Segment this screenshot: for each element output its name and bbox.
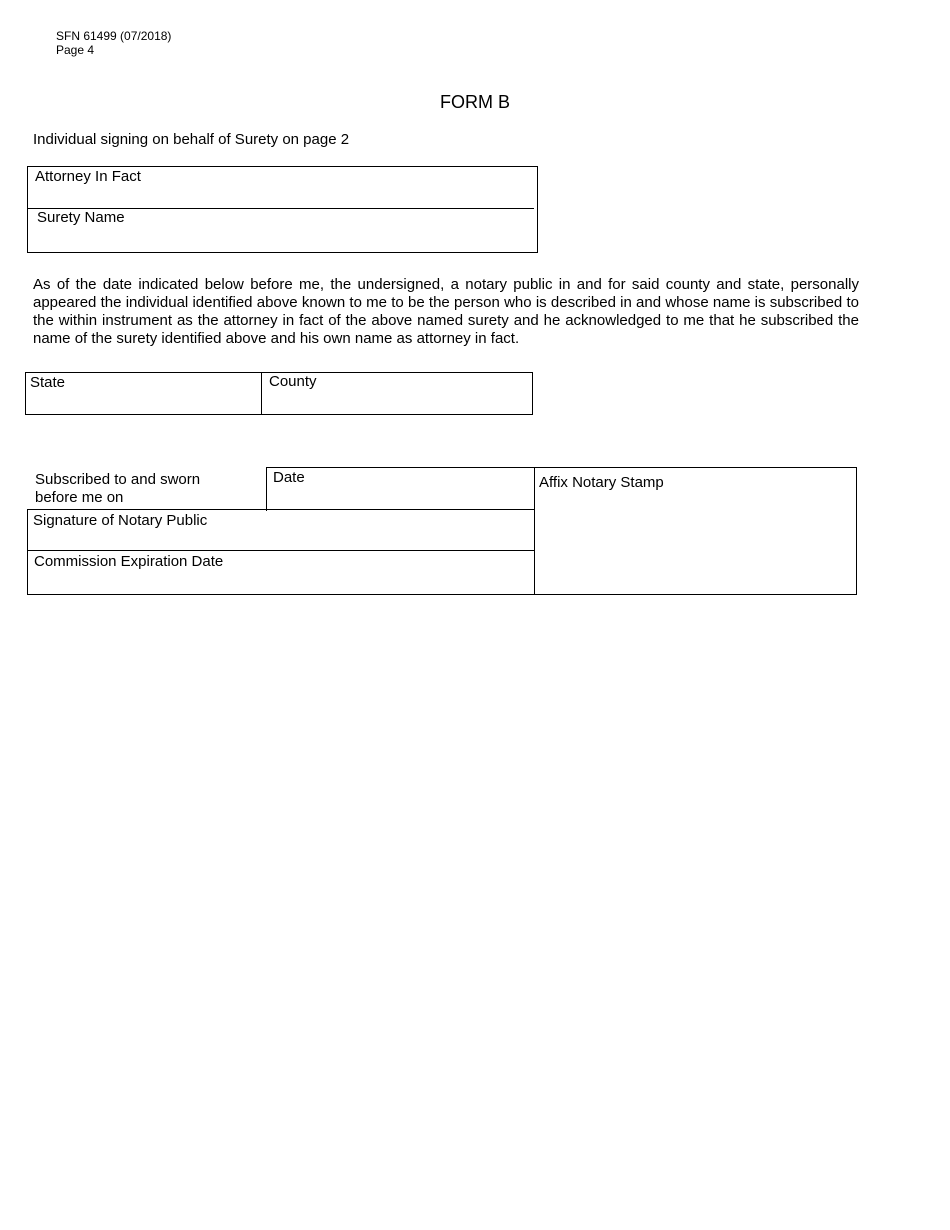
form-number: SFN 61499 (07/2018) [56, 29, 172, 43]
attorney-in-fact-field[interactable] [30, 186, 530, 206]
notary-signature-label: Signature of Notary Public [33, 512, 208, 529]
sworn-label-line1: Subscribed to and sworn [35, 471, 201, 488]
form-subtitle: Individual signing on behalf of Surety on page 2 [33, 131, 350, 148]
date-field[interactable] [270, 488, 530, 508]
surety-name-label: Surety Name [37, 209, 125, 226]
county-label: County [269, 373, 317, 390]
notary-paragraph: As of the date indicated below before me, the undersigned, a notary public in and for said county and state, personally appeared the individual identified above known to me to be the person who is described in and whose name is subscribed to the within instrument as the attorney in fact of the above named surety and he acknowledged to me that he subscribed the name of the surety identified above and his own name as attorney in fact. [33, 276, 859, 347]
form-title: FORM B [440, 92, 510, 112]
surety-name-field[interactable] [30, 228, 530, 250]
state-label: State [30, 374, 66, 391]
signature-divider [28, 550, 534, 551]
attorney-in-fact-label: Attorney In Fact [35, 168, 141, 185]
page-number: Page 4 [56, 43, 95, 57]
date-label: Date [273, 469, 305, 486]
state-county-divider [261, 372, 262, 415]
notary-signature-field[interactable] [30, 530, 530, 548]
notary-stamp-label: Affix Notary Stamp [539, 474, 664, 491]
county-field[interactable] [265, 393, 529, 413]
commission-expiration-field[interactable] [30, 572, 530, 592]
commission-expiration-label: Commission Expiration Date [34, 553, 224, 570]
state-field[interactable] [28, 393, 258, 413]
sworn-label-line2: before me on [35, 489, 124, 506]
